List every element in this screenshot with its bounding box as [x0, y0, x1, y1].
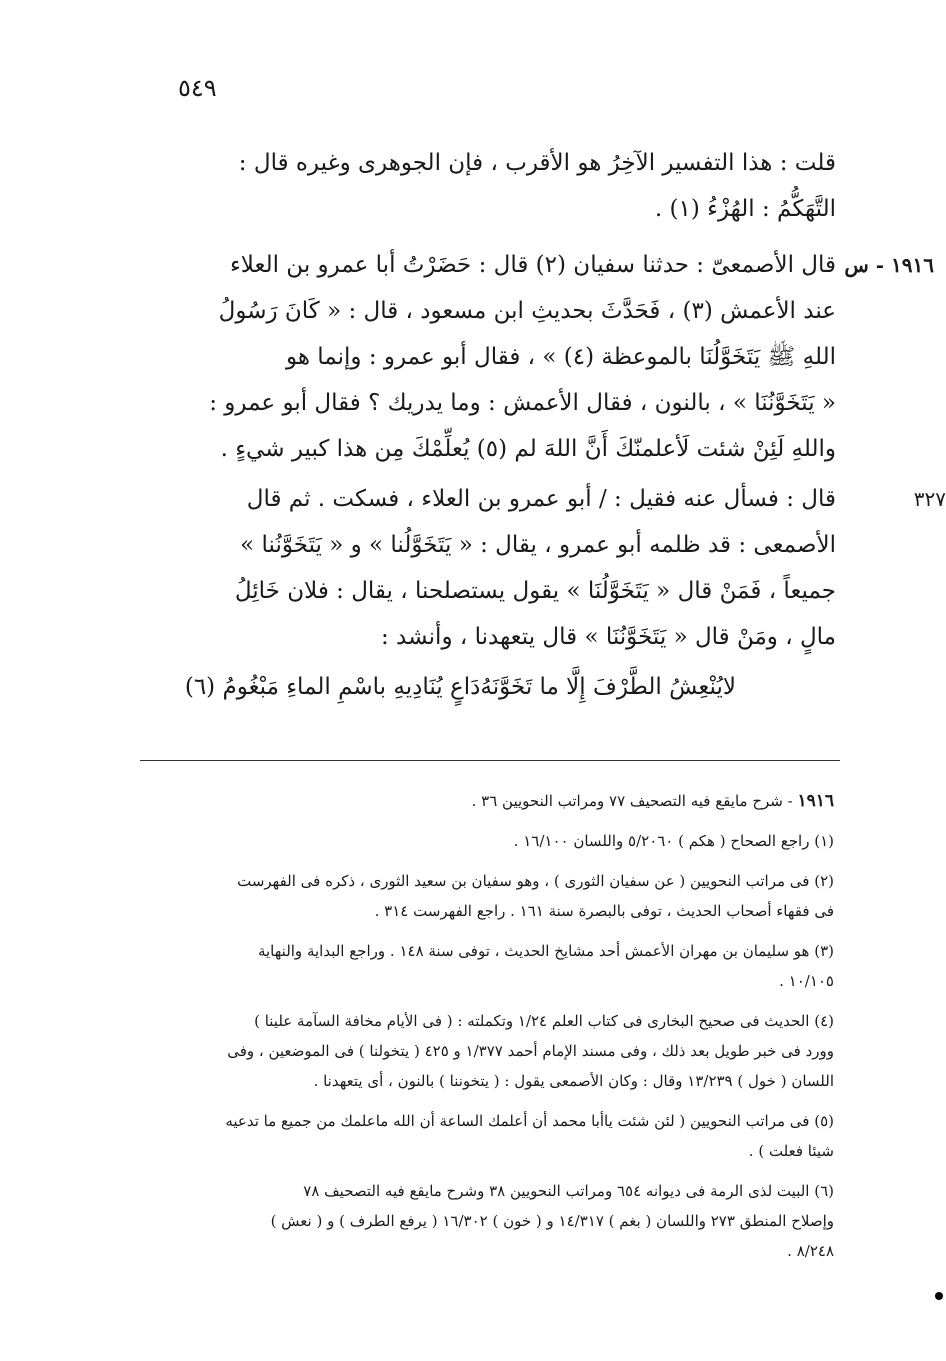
- continuation-paragraph: [196, 476, 946, 660]
- entry-paragraph: [196, 242, 934, 472]
- text-line: اللهِ ﷺ يَتَخَوَّلُنَا بالموعظة (٤) » ، فقال أبو عمرو : وإنما هو: [285, 344, 836, 370]
- footnote-divider: [140, 760, 840, 761]
- footnote-text: (١) راجع الصحاح ( هكم ) ٥/٢٠٦٠ واللسان ١٦/١٠٠ .: [513, 832, 834, 850]
- main-text: [196, 140, 946, 660]
- footnote-text: ٨/٢٤٨ .: [787, 1242, 834, 1260]
- footnote-6: [134, 1176, 834, 1266]
- intro-paragraph: [196, 140, 836, 232]
- verse-second-hemistich: دَاعٍ يُنَادِيهِ باسْمِ الماءِ مَبْغُومُ (٦): [184, 674, 481, 700]
- footnote-1: [134, 826, 834, 856]
- margin-page-reference: ٣٢٧: [913, 487, 946, 511]
- footnote-text: فى فقهاء أصحاب الحديث ، توفى بالبصرة سنة ١٦١ . راجع الفهرست ٣١٤ .: [374, 902, 834, 920]
- footnote-entry-number: ١٩١٦: [797, 791, 834, 811]
- text-line: عند الأعمش (٣) ، فَحَدَّثَ بحديثِ ابن مسعود ، قال : « كَانَ رَسُولُ: [218, 298, 836, 324]
- footnote-text: - شرح مايقع فيه التصحيف ٧٧ ومراتب النحويين ٣٦ .: [471, 792, 798, 810]
- text-line: التَّهَكُّمُ : الهُزْءُ (١) .: [654, 196, 836, 222]
- footnote-3: [134, 936, 834, 996]
- footnote-text: وإصلاح المنطق ٢٧٣ واللسان ( بغم ) ١٤/٣١٧ و ( خون ) ١٦/٣٠٢ ( يرفع الطرف ) و ( نعش ): [270, 1212, 834, 1230]
- footnote-text: (٤) الحديث فى صحيح البخارى فى كتاب العلم ١/٢٤ وتكملته : ( فى الأيام مخافة السآمة علينا ): [254, 1012, 834, 1030]
- footnote-5: [134, 1106, 834, 1166]
- text-line: قال : فسأل عنه فقيل : / أبو عمرو بن العلاء ، فسكت . ثم قال: [246, 486, 836, 512]
- text-line: مالٍ ، ومَنْ قال « يَتَخَوَّنُنَا » قال يتعهدنا ، وأنشد :: [381, 624, 836, 650]
- footnote-text: شيئا فعلت ) .: [748, 1142, 834, 1160]
- footnotes: [134, 786, 834, 1276]
- page-number: ٥٤٩: [178, 74, 217, 102]
- footnote-text: اللسان ( خول ) ١٣/٢٣٩ وقال : وكان الأصمعى يقول : ( يتخوننا ) بالنون ، أى يتعهدنا .: [313, 1072, 834, 1090]
- text-line: قال الأصمعىّ : حدثنا سفيان (٢) قال : حَضَرْتُ أبا عمرو بن العلاء: [229, 252, 836, 278]
- footnote-text: (٢) فى مراتب النحويين ( عن سفيان الثورى ) ، وهو سفيان بن سعيد الثورى ، ذكره فى الفهرست: [237, 872, 834, 890]
- poetry-verse: [184, 664, 736, 710]
- verse-first-hemistich: لايُنْعِشُ الطَّرْفَ إِلَّا ما تَخَوَّنَهُ: [480, 674, 736, 700]
- footnote-source: [134, 786, 834, 816]
- text-line: « يَتَخَوَّنُنَا » ، بالنون ، فقال الأعمش : وما يدريك ؟ فقال أبو عمرو :: [209, 390, 836, 416]
- text-line: الأصمعى : قد ظلمه أبو عمرو ، يقال : « يَتَخَوَّلُنا » و « يَتَخَوَّنُنا »: [240, 532, 836, 558]
- text-line: واللهِ لَئِنْ شئت لَأعلمنّكَ أَنَّ اللهَ لم (٥) يُعلِّمْكَ مِن هذا كبير شيءٍ .: [220, 436, 836, 462]
- scan-edge-mark: [935, 1292, 943, 1300]
- footnote-2: [134, 866, 834, 926]
- footnote-text: (٥) فى مراتب النحويين ( لئن شئت ياأبا محمد أن أعلمك الساعة أن الله ماعلمك من جميع ما تدعيه: [225, 1112, 834, 1130]
- footnote-4: [134, 1006, 834, 1096]
- footnote-text: (٣) هو سليمان بن مهران الأعمش أحد مشايخ الحديث ، توفى سنة ١٤٨ . وراجع البداية والنهاية: [257, 942, 834, 960]
- text-line: جميعاً ، فَمَنْ قال « يَتَخَوَّلُنَا » يقول يستصلحنا ، يقال : فلان خَائِلُ: [234, 578, 836, 604]
- entry-number: ١٩١٦ - س: [844, 253, 934, 277]
- text-line: قلت : هذا التفسير الآخِرُ هو الأقرب ، فإن الجوهرى وغيره قال :: [238, 150, 836, 176]
- footnote-text: وورد فى خبر طويل بعد ذلك ، وفى مسند الإمام أحمد ١/٣٧٧ و ٤٢٥ ( يتخولنا ) فى الموضعين ، وفى: [227, 1042, 834, 1060]
- footnote-text: (٦) البيت لذى الرمة فى ديوانه ٦٥٤ ومراتب النحويين ٣٨ وشرح مايقع فيه التصحيف ٧٨: [303, 1182, 834, 1200]
- footnote-text: ١٠/١٠٥ .: [779, 972, 834, 990]
